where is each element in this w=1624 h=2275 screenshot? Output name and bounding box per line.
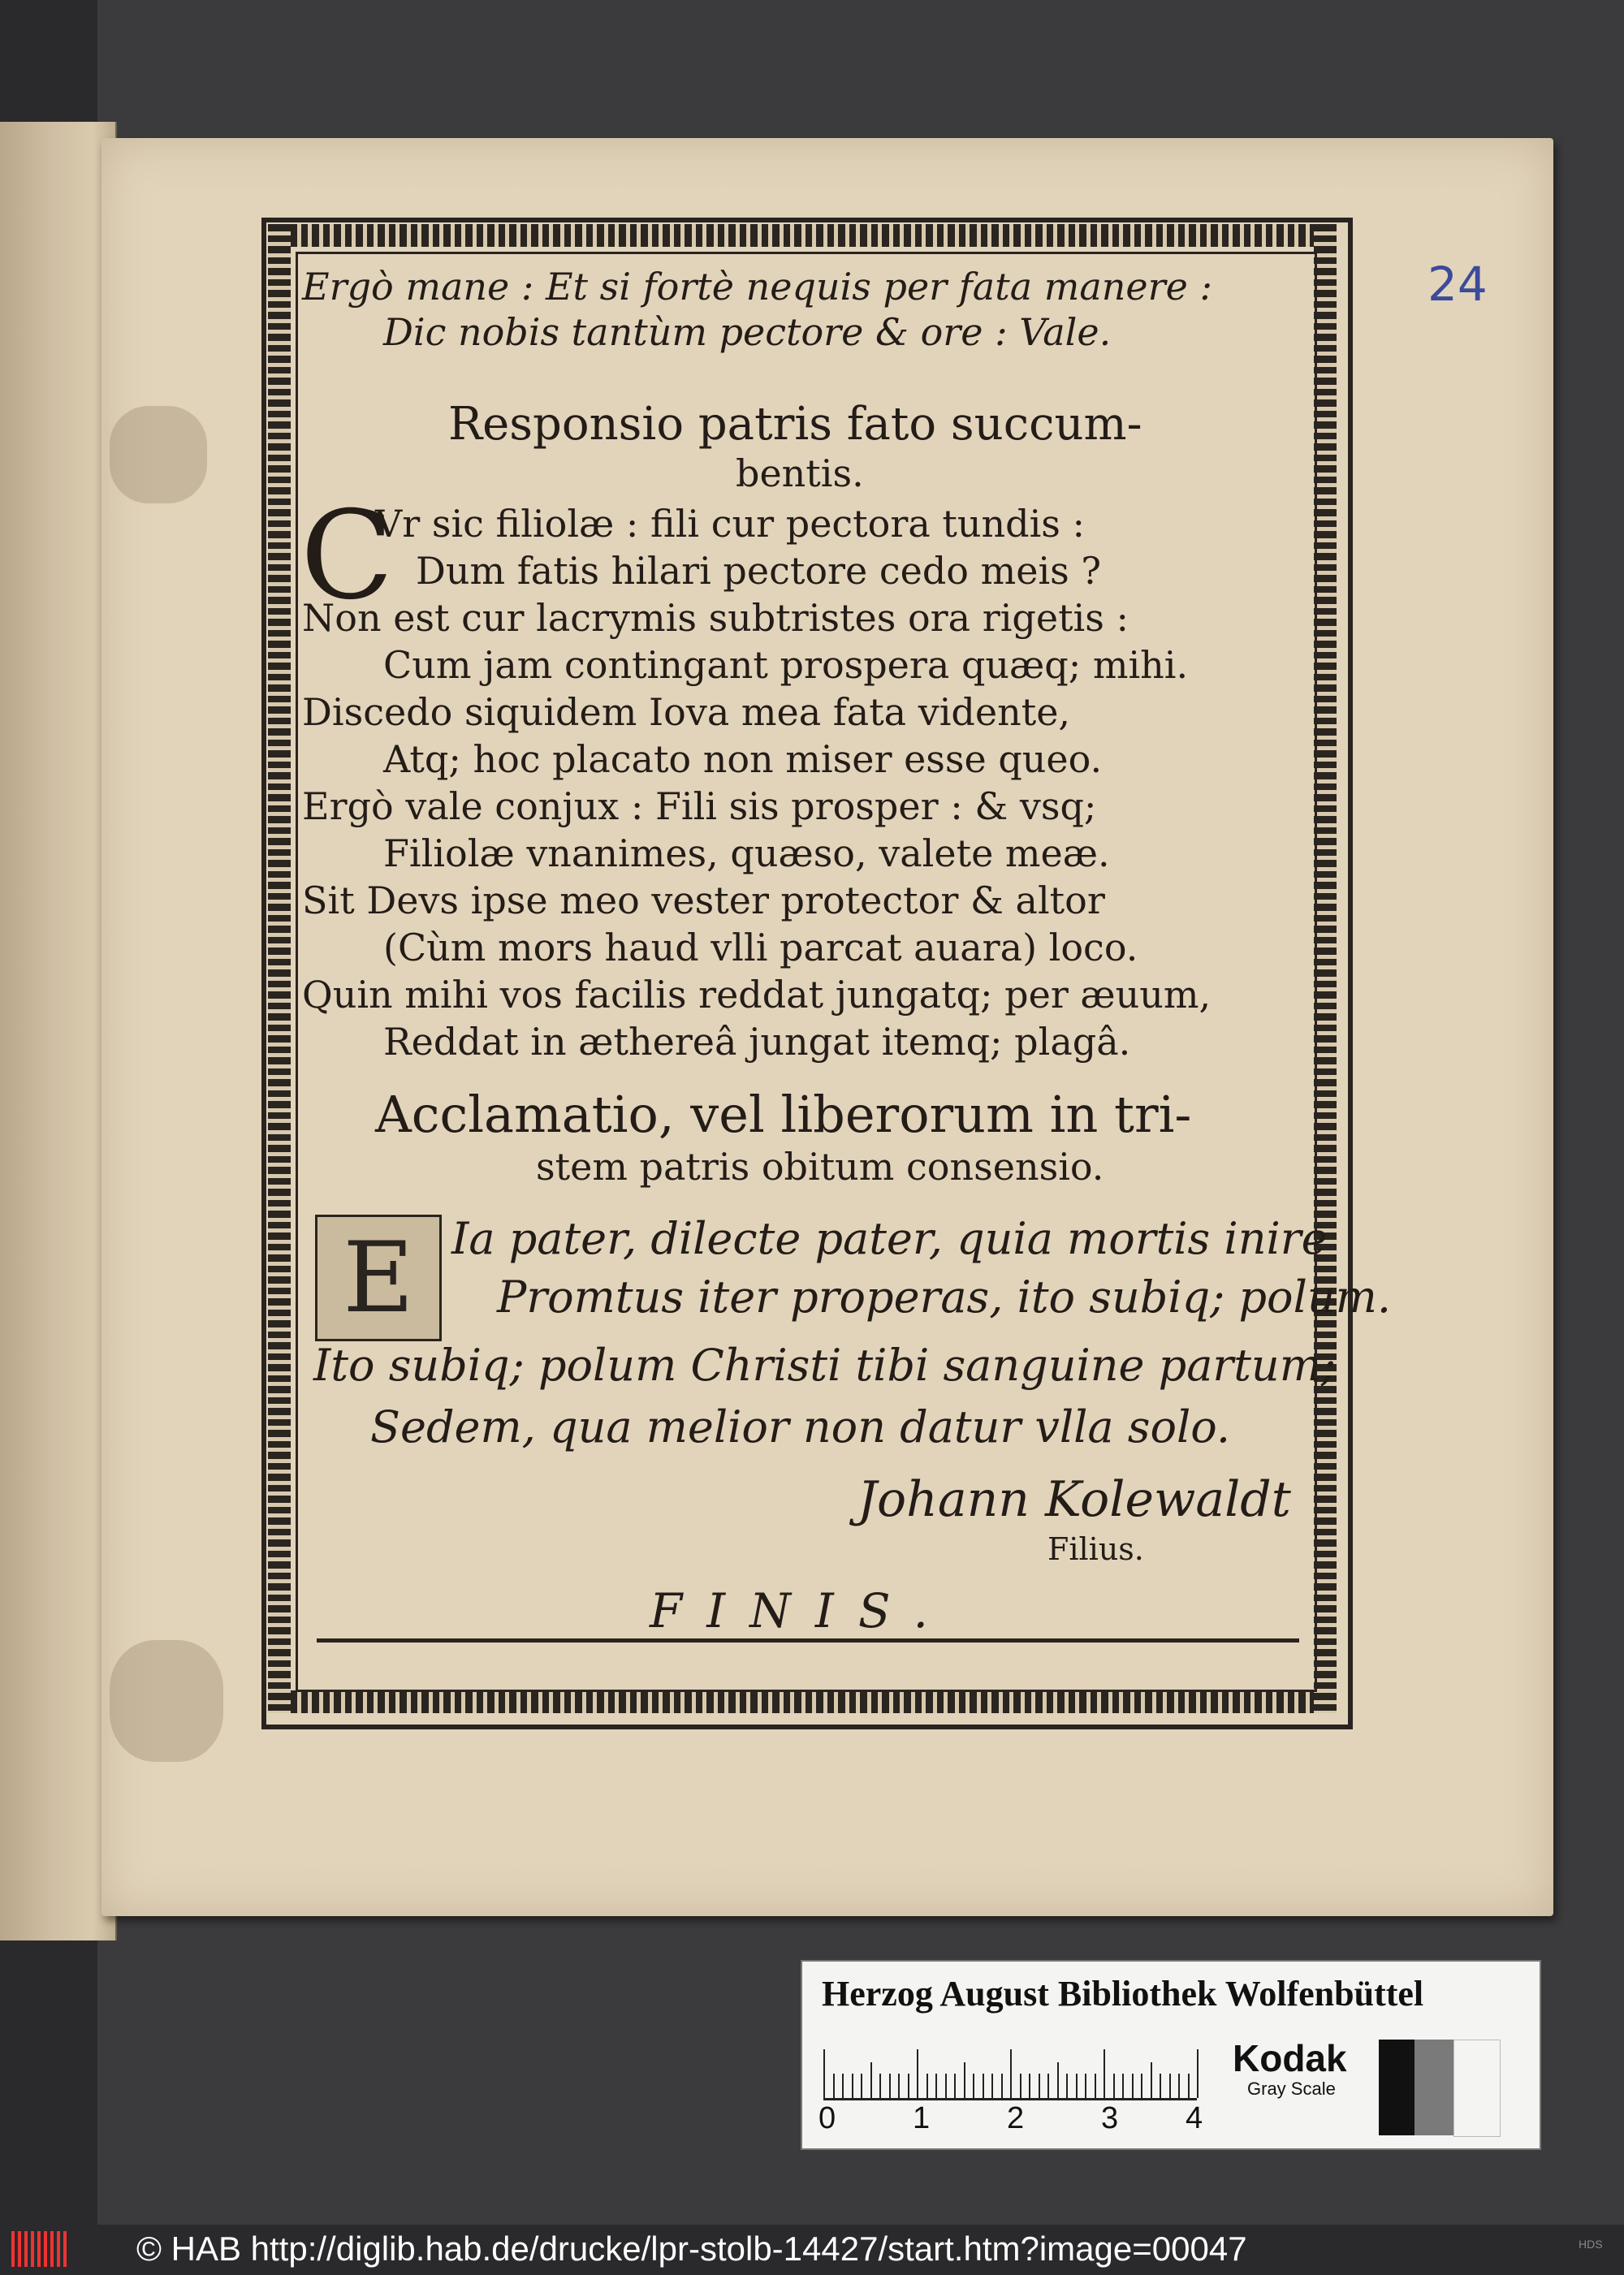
scale-ruler <box>823 2040 1197 2100</box>
poem-line: Vr sic filiolæ : fili cur pectora tundis : <box>375 502 1086 546</box>
ruler-tick <box>1039 2074 1040 2098</box>
signature-name: Johann Kolewaldt <box>857 1471 1291 1528</box>
gray-patch-white <box>1453 2040 1501 2137</box>
ruler-tick <box>889 2074 891 2098</box>
ruler-tick <box>1160 2074 1161 2098</box>
poem-line: Reddat in æthereâ jungat itemq; plagâ. <box>383 1020 1131 1064</box>
poem-line: Quin mihi vos facilis reddat jungatq; per æuum, <box>302 973 1212 1017</box>
ruler-tick <box>1020 2074 1021 2098</box>
ruler-tick <box>983 2074 984 2098</box>
ruler-tick <box>1001 2074 1003 2098</box>
ruler-tick <box>964 2062 965 2098</box>
poem-line: Non est cur lacrymis subtristes ora rigetis : <box>302 596 1129 640</box>
ruler-tick <box>945 2074 947 2098</box>
poem-line: Sedem, qua melior non datur vlla solo. <box>370 1401 1230 1453</box>
verse-top-line: Ergò mane : Et si fortè nequis per fata manere : <box>302 265 1212 309</box>
ruler-number: 2 <box>1007 2101 1025 2135</box>
drop-capital: C <box>300 486 394 627</box>
ruler-tick <box>1066 2074 1068 2098</box>
frame-band-left <box>268 224 291 1713</box>
ruler-tick <box>1188 2074 1190 2098</box>
signature-role: Filius. <box>1047 1531 1144 1567</box>
ruler-tick <box>991 2074 993 2098</box>
ruler-tick <box>1095 2074 1096 2098</box>
ruler-tick <box>1047 2074 1049 2098</box>
ruler-tick <box>1085 2074 1086 2098</box>
section-heading: bentis. <box>736 451 864 495</box>
verse-top-line: Dic nobis tantùm pectore & ore : Vale. <box>383 310 1112 354</box>
ruler-tick <box>908 2074 909 2098</box>
decorated-initial: E <box>315 1215 442 1341</box>
poem-line: (Cùm mors haud vlli parcat auara) loco. <box>383 926 1138 969</box>
ruler-tick <box>926 2074 928 2098</box>
section-heading: Acclamatio, vel liberorum in tri- <box>375 1085 1192 1144</box>
poem-line: Dum fatis hilari pectore cedo meis ? <box>416 549 1102 593</box>
gray-patch-mid <box>1415 2040 1453 2135</box>
frame-band-top <box>268 224 1337 247</box>
ruler-tick <box>1151 2062 1152 2098</box>
poem-line: Promtus iter properas, ito subiq; polum. <box>497 1271 1391 1323</box>
ruler-tick <box>1113 2074 1115 2098</box>
ruler-tick <box>1122 2074 1124 2098</box>
frame-band-right <box>1314 224 1337 1713</box>
ruler-tick <box>1132 2074 1134 2098</box>
ruler-tick <box>898 2074 900 2098</box>
ruler-tick <box>861 2074 862 2098</box>
kodak-brand: Kodak <box>1233 2037 1347 2079</box>
ruler-tick <box>973 2074 974 2098</box>
ruler-tick <box>1169 2074 1171 2098</box>
poem-line: Discedo siquidem Iova mea fata vidente, <box>302 690 1071 734</box>
ruler-tick <box>870 2062 872 2098</box>
ruler-tick <box>1104 2049 1105 2098</box>
ruler-tick <box>954 2074 956 2098</box>
section-heading: Responsio patris fato succum- <box>448 398 1142 451</box>
frame-band-bottom <box>268 1690 1337 1713</box>
finis: FINIS. <box>650 1583 952 1638</box>
ruler-tick <box>1010 2049 1012 2098</box>
barcode-icon <box>11 2231 68 2267</box>
poem-line: Atq; hoc placato non miser esse queo. <box>383 737 1103 781</box>
poem-line: Ergò vale conjux : Fili sis prosper : & vsq; <box>302 784 1097 828</box>
ruler-tick <box>1029 2074 1030 2098</box>
ruler-tick <box>917 2049 918 2098</box>
ruler-number: 3 <box>1101 2101 1119 2135</box>
previous-leaf-edge <box>0 122 117 1940</box>
ruler-number: 1 <box>913 2101 931 2135</box>
ruler-tick <box>1057 2062 1059 2098</box>
poem-line: Filiolæ vnanimes, quæso, valete meæ. <box>383 831 1110 875</box>
ruler-tick <box>823 2049 825 2098</box>
ruler-number: 4 <box>1186 2101 1203 2135</box>
library-name: Herzog August Bibliothek Wolfenbüttel <box>822 1974 1424 2014</box>
ruler-tick <box>1178 2074 1180 2098</box>
poem-line: Cum jam contingant prospera quæq; mihi. <box>383 643 1189 687</box>
paper-stain <box>110 406 207 503</box>
ruler-tick <box>833 2074 835 2098</box>
ruler-tick <box>1076 2074 1078 2098</box>
copyright-url[interactable]: © HAB http://diglib.hab.de/drucke/lpr-stolb-14427/start.htm?image=00047 <box>136 2230 1247 2268</box>
ruler-tick <box>879 2074 881 2098</box>
ruler-number: 0 <box>818 2101 836 2135</box>
horizontal-rule <box>317 1638 1299 1643</box>
poem-line: Sit Devs ipse meo vester protector & altor <box>302 878 1105 922</box>
footer-tiny-mark: HDS <box>1579 2238 1603 2251</box>
gray-patch-black <box>1379 2040 1415 2135</box>
ruler-tick <box>842 2074 844 2098</box>
section-heading: stem patris obitum consensio. <box>536 1145 1104 1189</box>
ruler-tick <box>935 2074 937 2098</box>
folio-number: 24 <box>1427 257 1488 312</box>
gray-scale-label: Gray Scale <box>1247 2079 1336 2099</box>
ruler-tick <box>1141 2074 1142 2098</box>
ruler-tick <box>1197 2049 1199 2098</box>
poem-line: Ia pater, dilecte pater, quia mortis inire <box>451 1213 1328 1264</box>
poem-line: Ito subiq; polum Christi tibi sanguine partum; <box>313 1340 1337 1391</box>
paper-stain <box>110 1640 223 1762</box>
ruler-tick <box>852 2074 853 2098</box>
